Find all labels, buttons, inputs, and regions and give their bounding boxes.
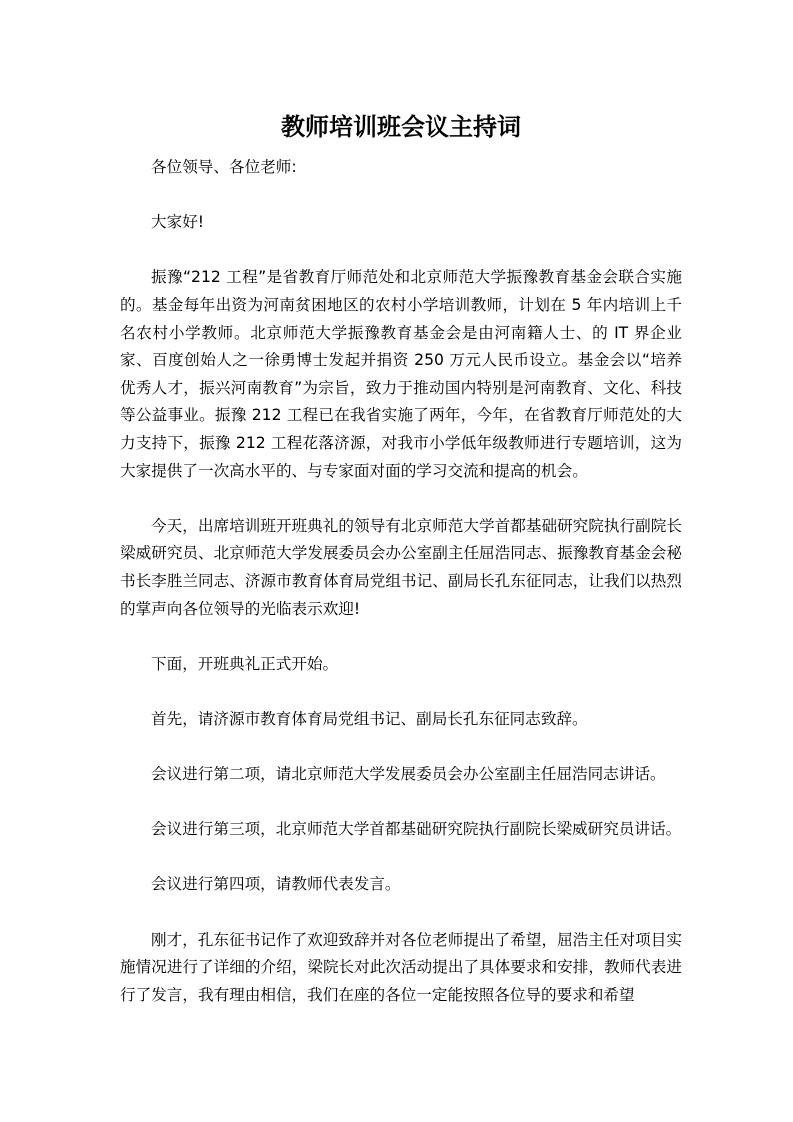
paragraph-item-one: 首先，请济源市教育体育局党组书记、副局长孔东征同志致辞。 bbox=[151, 709, 588, 728]
document-page bbox=[120, 110, 682, 1009]
paragraph-gap bbox=[120, 733, 682, 761]
paragraph-gap bbox=[120, 789, 682, 817]
paragraph-gap bbox=[120, 485, 682, 513]
paragraph-gap bbox=[120, 623, 682, 651]
paragraph-ceremony-start: 下面，开班典礼正式开始。 bbox=[151, 654, 339, 673]
paragraph-gap bbox=[120, 899, 682, 927]
paragraph-project-intro: 振豫“212 工程”是省教育厅师范处和北京师范大学振豫教育基金会联合实施的。基金每年出资为河南贫困地区的农村小学培训教师，计划在 5 年内培训上千名农村小学教师。北京师范大学振豫教育基金会是由河南籍人士、的 IT 界企业家、百度创始人之一徐勇博士发起并捐资 250 万元人民币设立。基金会以“培养优秀人才，振兴河南教育”为宗旨，致力于推动国内特别是河南教育、文化、科技等公益事业。振豫 212 工程已在我省实施了两年，今年，在省教育厅师范处的大力支持下，振豫 212 工程花落济源，对我市小学低年级教师进行专题培训，这为大家提供了一次高水平的、与专家面对面的学习交流和提高的机会。 bbox=[120, 268, 682, 480]
paragraph-gap bbox=[120, 844, 682, 872]
greeting: 大家好! bbox=[151, 213, 205, 232]
paragraph-gap bbox=[120, 182, 682, 210]
paragraph-item-four: 会议进行第四项，请教师代表发言。 bbox=[151, 875, 401, 894]
paragraph-item-two: 会议进行第二项，请北京师范大学发展委员会办公室副主任屈浩同志讲话。 bbox=[151, 765, 666, 784]
paragraph-summary: 刚才，孔东征书记作了欢迎致辞并对各位老师提出了希望，屈浩主任对项目实施情况进行了详细的介绍，梁院长对此次活动提出了具体要求和安排，教师代表进行了发言，我有理由相信，我们在座的各位一定能按照各位导的要求和希望 bbox=[120, 930, 682, 1004]
document-title: 教师培训班会议主持词 bbox=[281, 113, 521, 141]
salutation: 各位领导、各位老师: bbox=[151, 158, 297, 176]
paragraph-guests: 今天，出席培训班开班典礼的领导有北京师范大学首都基础研究院执行副院长梁威研究员、北京师范大学发展委员会办公室副主任屈浩同志、振豫教育基金会秘书长李胜兰同志、济源市教育体育局党组书记、副局长孔东征同志，让我们以热烈的掌声向各位领导的光临表示欢迎! bbox=[120, 516, 682, 618]
paragraph-gap bbox=[120, 678, 682, 706]
paragraph-item-three: 会议进行第三项，北京师范大学首都基础研究院执行副院长梁威研究员讲话。 bbox=[151, 820, 682, 839]
paragraph-gap bbox=[120, 237, 682, 265]
